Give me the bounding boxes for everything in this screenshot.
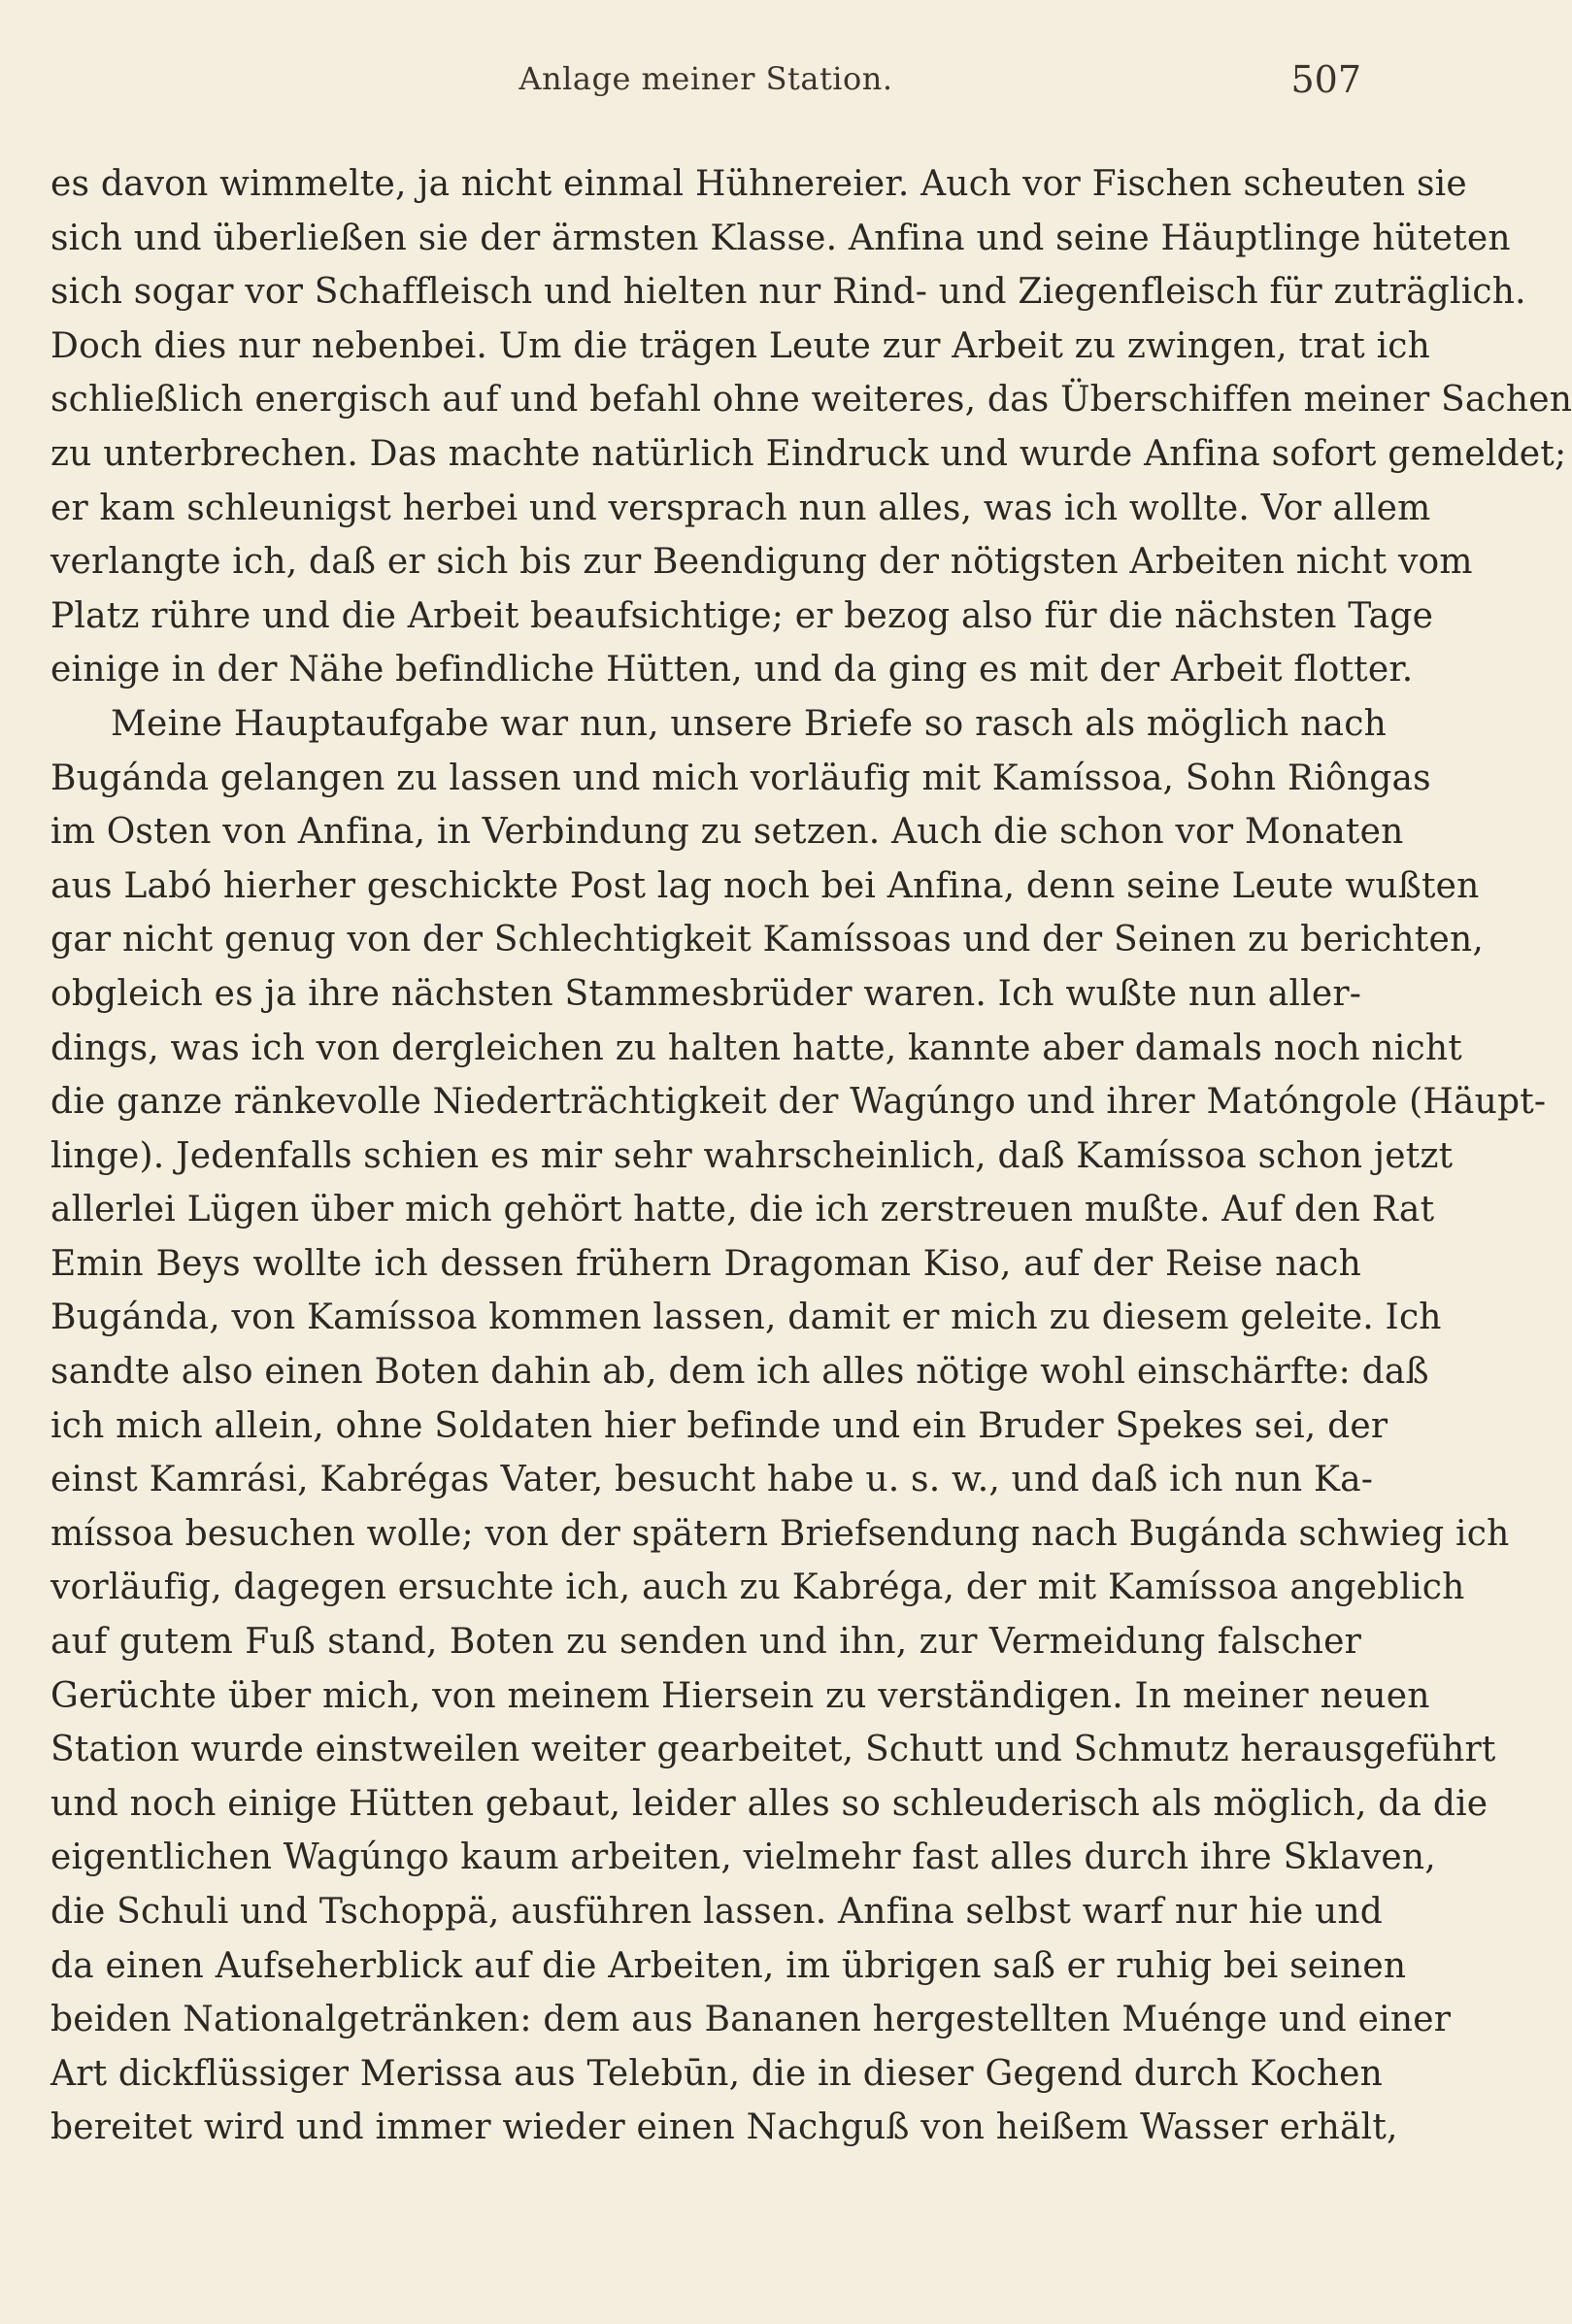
text-line: bereitet wird und immer wieder einen Nachguß von heißem Wasser erhält,: [50, 2107, 1398, 2148]
text-line: zu unterbrechen. Das machte natürlich Eindruck und wurde Anfina sofort gemeldet;: [50, 433, 1567, 474]
text-line: beiden Nationalgetränken: dem aus Bananen hergestellten Muénge und einer: [50, 2000, 1452, 2040]
text-line: die ganze ränkevolle Niederträchtigkeit der Wagúngo und ihrer Matóngole (Häupt-: [50, 1082, 1547, 1123]
text-line: Platz rühre und die Arbeit beaufsichtige; er bezog also für die nächsten Tage: [50, 595, 1434, 636]
text-line: allerlei Lügen über mich gehört hatte, die ich zerstreuen mußte. Auf den Rat: [50, 1190, 1435, 1230]
text-line: und noch einige Hütten gebaut, leider alles so schleuderisch als möglich, da die: [50, 1783, 1488, 1824]
text-line: dings, was ich von dergleichen zu halten hatte, kannte aber damals noch nicht: [50, 1027, 1462, 1068]
text-line: gar nicht genug von der Schlechtigkeit Kamíssoas und der Seinen zu berichten,: [50, 920, 1485, 960]
text-line: es davon wimmelte, ja nicht einmal Hühnereier. Auch vor Fischen scheuten sie: [50, 164, 1467, 204]
text-line: obgleich es ja ihre nächsten Stammesbrüder waren. Ich wußte nun aller-: [50, 973, 1362, 1014]
text-line: einige in der Nähe befindliche Hütten, und da ging es mit der Arbeit flotter.: [50, 650, 1414, 690]
text-line: eigentlichen Wagúngo kaum arbeiten, vielmehr fast alles durch ihre Sklaven,: [50, 1837, 1436, 1878]
text-line: ich mich allein, ohne Soldaten hier befinde und ein Bruder Spekes sei, der: [50, 1405, 1388, 1446]
text-line: Gerüchte über mich, von meinem Hiersein zu verständigen. In meiner neuen: [50, 1675, 1430, 1716]
body-text: [50, 157, 1572, 2155]
text-line: sich sogar vor Schaffleisch und hielten nur Rind- und Ziegenfleisch für zuträglich.: [50, 272, 1526, 313]
text-line: die Schuli und Tschoppä, ausführen lassen. Anfina selbst warf nur hie und: [50, 1892, 1384, 1932]
text-line: verlangte ich, daß er sich bis zur Beendigung der nötigsten Arbeiten nicht vom: [50, 542, 1473, 583]
text-line: Emin Beys wollte ich dessen frühern Dragoman Kiso, auf der Reise nach: [50, 1243, 1361, 1284]
page-number: 507: [1290, 58, 1361, 101]
text-line: auf gutem Fuß stand, Boten zu senden und ihn, zur Vermeidung falscher: [50, 1622, 1361, 1663]
text-line: da einen Aufseherblick auf die Arbeiten, im übrigen saß er ruhig bei seinen: [50, 1945, 1407, 1986]
text-line: sandte also einen Boten dahin ab, dem ich alles nötige wohl einschärfte: daß: [50, 1352, 1429, 1393]
text-line: Doch dies nur nebenbei. Um die trägen Leute zur Arbeit zu zwingen, trat ich: [50, 325, 1431, 366]
running-title: Anlage meiner Station.: [518, 60, 893, 97]
text-line: Meine Hauptaufgabe war nun, unsere Briefe so rasch als möglich nach: [111, 703, 1387, 744]
text-line: er kam schleunigst herbei und versprach nun alles, was ich wollte. Vor allem: [50, 488, 1431, 528]
text-line: vorläufig, dagegen ersuchte ich, auch zu Kabréga, der mit Kamíssoa angeblich: [50, 1567, 1465, 1608]
text-line: Art dickflüssiger Merissa aus Telebūn, die in dieser Gegend durch Kochen: [50, 2053, 1383, 2094]
text-line: Bugánda gelangen zu lassen und mich vorläufig mit Kamíssoa, Sohn Riôngas: [50, 758, 1431, 798]
text-line: aus Labó hierher geschickte Post lag noch bei Anfina, denn seine Leute wußten: [50, 865, 1480, 906]
text-line: einst Kamrási, Kabrégas Vater, besucht habe u. s. w., und daß ich nun Ka-: [50, 1460, 1374, 1500]
page-header: [50, 60, 1361, 118]
text-line: míssoa besuchen wolle; von der spätern Briefsendung nach Bugánda schwieg ich: [50, 1513, 1510, 1554]
text-line: linge). Jedenfalls schien es mir sehr wahrscheinlich, daß Kamíssoa schon jetzt: [50, 1135, 1454, 1176]
text-line: sich und überließen sie der ärmsten Klasse. Anfina und seine Häuptlinge hüteten: [50, 218, 1511, 258]
text-line: schließlich energisch auf und befahl ohne weiteres, das Überschiffen meiner Sachen: [50, 380, 1572, 421]
text-line: im Osten von Anfina, in Verbindung zu setzen. Auch die schon vor Monaten: [50, 812, 1404, 853]
text-line: Bugánda, von Kamíssoa kommen lassen, damit er mich zu diesem geleite. Ich: [50, 1297, 1442, 1338]
text-line: Station wurde einstweilen weiter gearbeitet, Schutt und Schmutz herausgeführt: [50, 1730, 1496, 1770]
